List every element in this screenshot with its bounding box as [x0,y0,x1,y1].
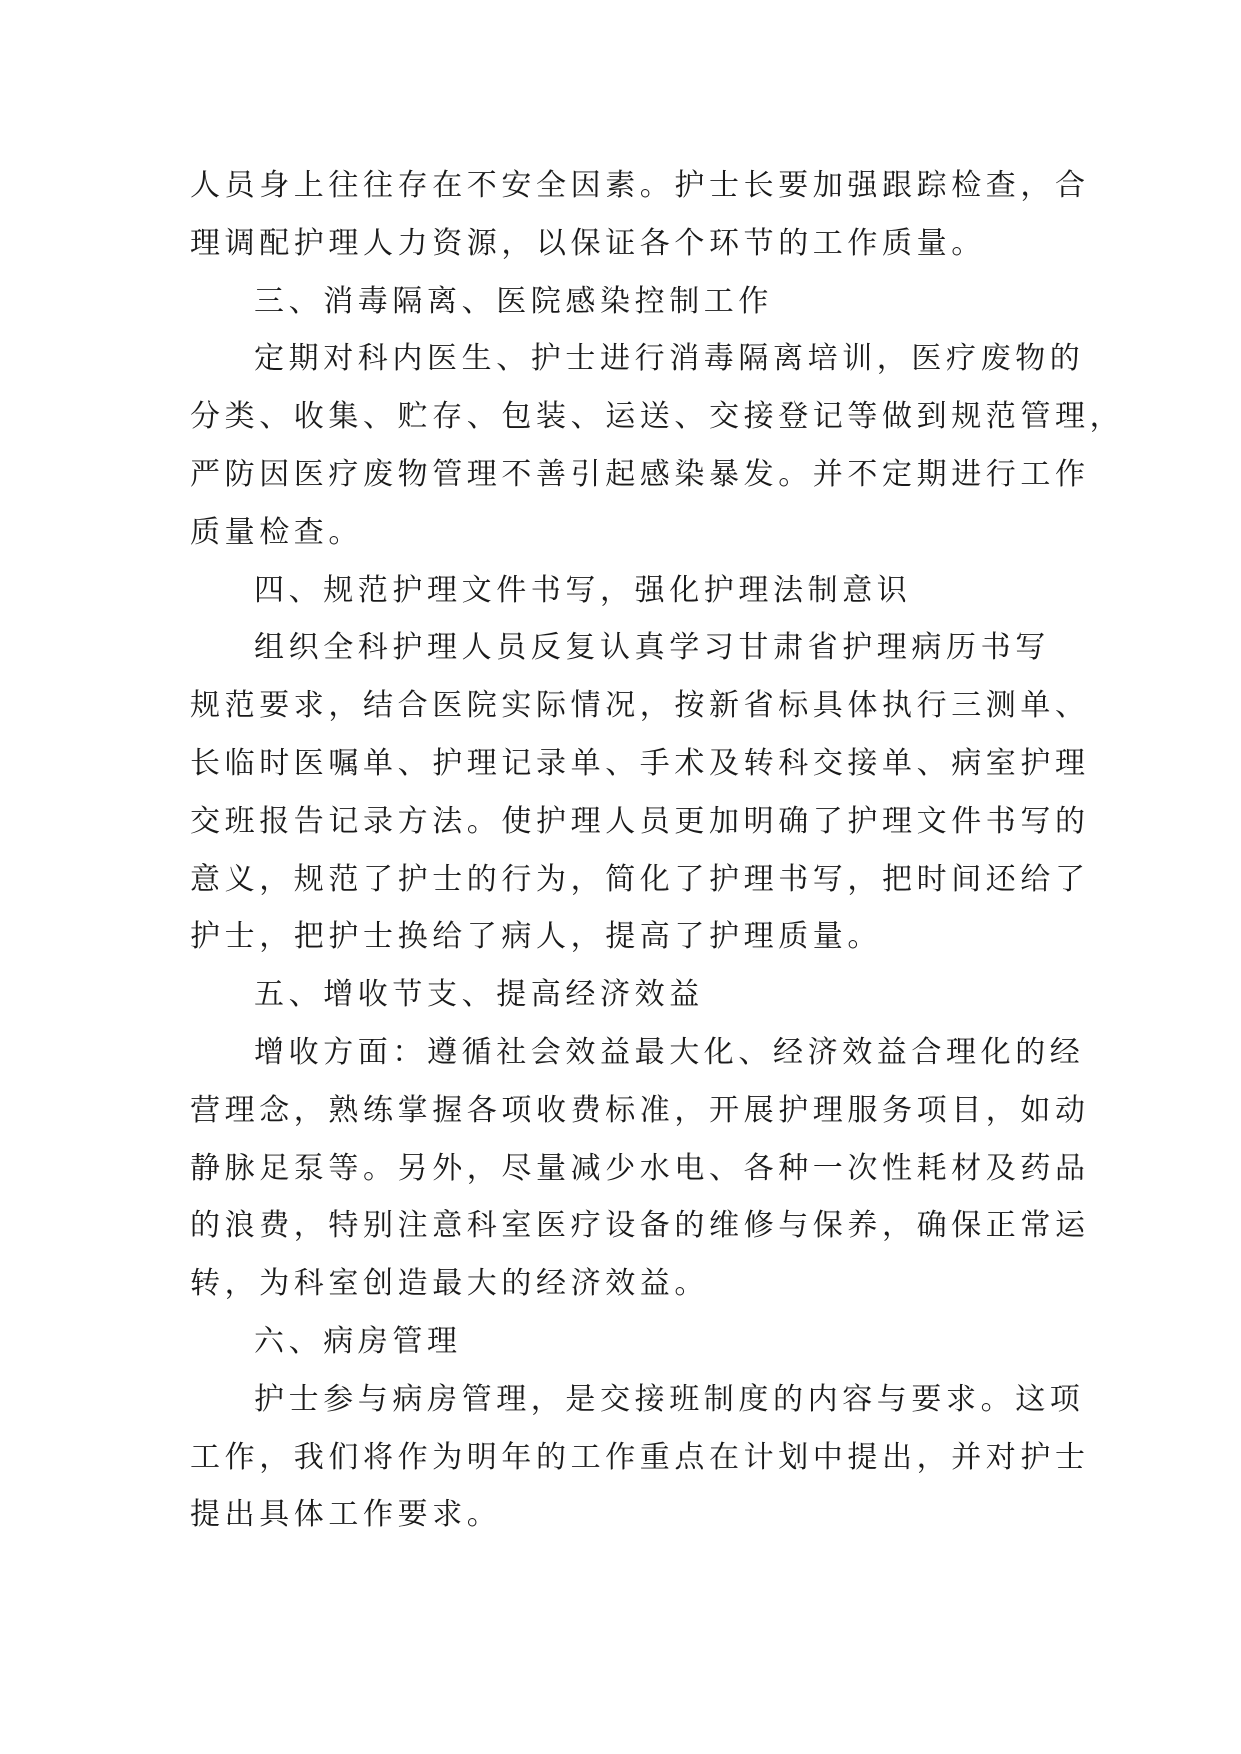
text-line: 规范要求，结合医院实际情况，按新省标具体执行三测单、 [190,688,1090,724]
text-line: 定期对科内医生、护士进行消毒隔离培训，医疗废物的 [254,341,1085,377]
text-line: 工作，我们将作为明年的工作重点在计划中提出，并对护士 [190,1439,1090,1475]
section-heading-6: 六、病房管理 [254,1323,462,1359]
text-line: 严防因医疗废物管理不善引起感染暴发。并不定期进行工作 [190,456,1090,492]
body-text [190,157,1125,1544]
text-line: 分类、收集、贮存、包装、运送、交接登记等做到规范管理， [190,399,1125,435]
text-line: 质量检查。 [190,514,363,550]
section-heading-5: 五、增收节支、提高经济效益 [254,977,704,1013]
section-heading-4: 四、规范护理文件书写，强化护理法制意识 [254,572,912,608]
text-line: 组织全科护理人员反复认真学习甘肃省护理病历书写 [254,630,1050,666]
text-line: 静脉足泵等。另外，尽量减少水电、各种一次性耗材及药品 [190,1150,1090,1186]
text-line: 理调配护理人力资源，以保证各个环节的工作质量。 [190,225,986,261]
text-line: 增收方面：遵循社会效益最大化、经济效益合理化的经 [254,1034,1085,1070]
text-line: 人员身上往往存在不安全因素。护士长要加强跟踪检查，合 [190,168,1090,203]
section-heading-3: 三、消毒隔离、医院感染控制工作 [254,283,773,319]
text-line: 的浪费，特别注意科室医疗设备的维修与保养，确保正常运 [190,1208,1090,1244]
text-line: 长临时医嘱单、护理记录单、手术及转科交接单、病室护理 [190,745,1090,781]
text-line: 转，为科室创造最大的经济效益。 [190,1266,709,1302]
text-line: 提出具体工作要求。 [190,1497,502,1533]
text-line: 交班报告记录方法。使护理人员更加明确了护理文件书写的 [190,803,1090,839]
text-line: 营理念，熟练掌握各项收费标准，开展护理服务项目，如动 [190,1092,1090,1128]
text-line: 护士，把护士换给了病人，提高了护理质量。 [190,919,882,955]
text-line: 护士参与病房管理，是交接班制度的内容与要求。这项 [254,1381,1085,1417]
text-line: 意义，规范了护士的行为，简化了护理书写，把时间还给了 [190,861,1090,897]
